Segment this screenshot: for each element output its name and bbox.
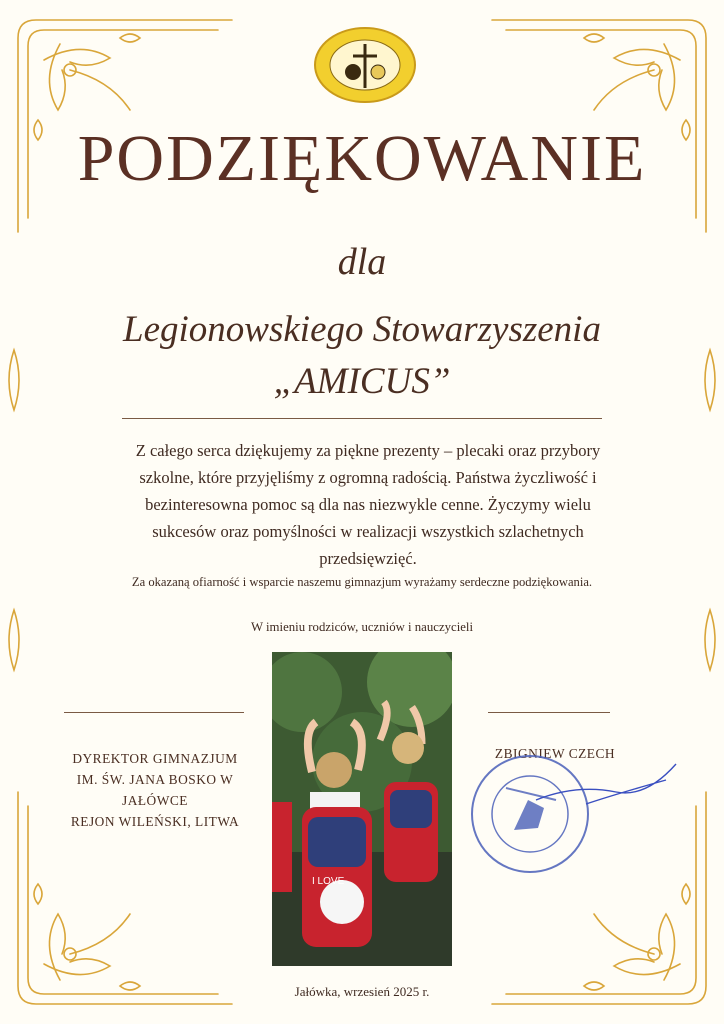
director-line: REJON WILEŃSKI, LITWA: [70, 814, 240, 829]
director-line: IM. ŚW. JANA BOSKO W: [76, 772, 234, 787]
title-divider: [122, 418, 602, 419]
left-signature-line: [64, 712, 244, 713]
thank-you-message: [82, 437, 654, 572]
for-word: dla: [337, 241, 387, 283]
director-title: [36, 748, 274, 832]
certificate-title: PODZIĘKOWANIE: [77, 122, 647, 195]
message-line: Z całego serca dziękujemy za piękne prezenty – plecaki oraz przybory: [135, 441, 601, 460]
signatory-name: ZBIGNIEW CZECH: [494, 746, 616, 761]
backpack-print: I LOVE: [312, 876, 345, 887]
director-line: JAŁÓWCE: [122, 793, 188, 808]
director-line: DYREKTOR GIMNAZJUM: [72, 751, 238, 766]
recipient-organization: [0, 304, 724, 408]
message-line: bezinteresowna pomoc są dla nas niezwykle cenne. Życzymy wielu: [145, 495, 591, 514]
school-logo: [313, 26, 417, 104]
closing-sentence: Za okazaną ofiarność i wsparcie naszemu gimnazjum wyrażamy serdeczne podziękowania.: [131, 575, 593, 589]
message-line: sukcesów oraz pomyślności w realizacji wszystkich szlachetnych: [152, 522, 584, 541]
message-line: szkolne, które przyjęliśmy z ogromną radością. Państwa życzliwość i: [139, 468, 597, 487]
on-behalf-line: W imieniu rodziców, uczniów i nauczycieli: [250, 620, 474, 634]
organization-line-1: Legionowskiego Stowarzyszenia: [123, 309, 601, 350]
place-and-date: Jałówka, wrzesień 2025 r.: [294, 984, 430, 999]
official-stamp: [466, 744, 682, 884]
children-backpacks-photo: [272, 652, 452, 966]
right-signature-line: [488, 712, 610, 713]
organization-line-2: „AMICUS”: [273, 361, 451, 402]
message-line: przedsięwzięć.: [319, 549, 417, 568]
